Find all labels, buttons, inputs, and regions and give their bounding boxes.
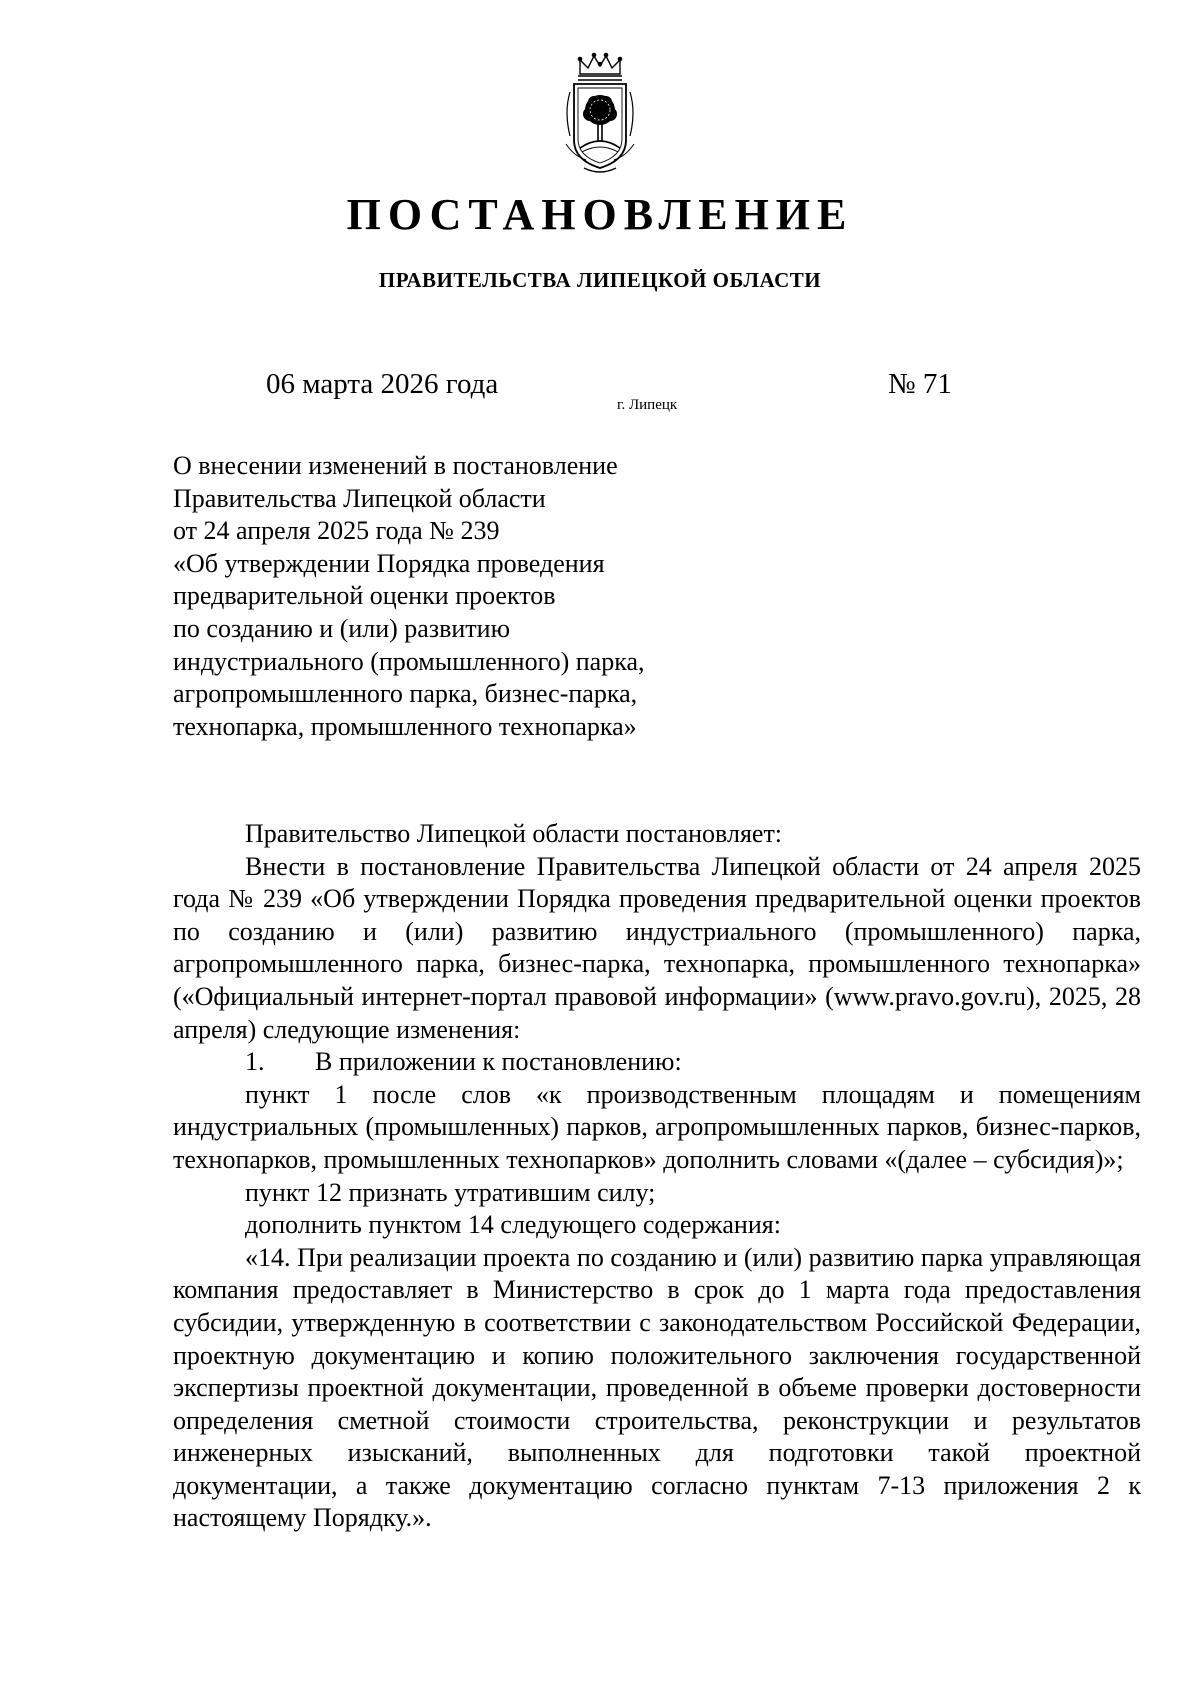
point-14-intro-paragraph: дополнить пунктом 14 следующего содержания: [245,1210,781,1240]
item-1-text: В приложении к постановлению: [315,1047,682,1077]
point-12-paragraph: пункт 12 признать утратившим силу; [245,1177,656,1207]
document-date: 06 марта 2026 года [266,368,499,400]
document-number: № 71 [888,368,952,400]
subject-line: «Об утверждении Порядка проведения [173,548,605,578]
item-1-paragraph [173,1046,1141,1079]
issuer-name: ПРАВИТЕЛЬСТВА ЛИПЕЦКОЙ ОБЛАСТИ [378,268,822,292]
point-1-paragraph: пункт 1 после слов «к производственным площадям и помещениям индустриальных (промышленных) парков, агропромышленных парков, бизнес-парков, технопарков, промышленных технопарков» дополнить словами «(далее – субсидия)»; [173,1079,1141,1174]
document-type-title: ПОСТАНОВЛЕНИЕ [346,190,854,239]
document-body [173,818,1141,1535]
subject-line: О внесении изменений в постановление [173,451,618,480]
subject-line: по созданию и (или) развитию [173,613,511,643]
subject-line: предварительной оценки проектов [173,581,556,611]
amend-paragraph: Внести в постановление Правительства Липецкой области от 24 апреля 2025 года № 239 «Об утверждении Порядка проведения предварительной оценки проектов по созданию и (или) развитию индустриального (промышленного) парка, агропромышленного парка, бизнес-парка, технопарка, промышленного технопарка» («Официальный интернет-портал правовой информации» (www.pravo.gov.ru), 2025, 28 апреля) следующие изменения: [173,851,1141,1044]
document-subject [173,450,733,743]
item-1-number: 1. [245,1047,265,1077]
point-14-paragraph: «14. При реализации проекта по созданию и (или) развитию парка управляющая компания предоставляет в Министерство в срок до 1 марта года предоставления субсидии, утвержденную в соответствии с законодательством Российской Федерации, проектную документацию и копию положительного заключения государственной экспертизы проектной документации, проведенной в объеме проверки достоверности определения сметной стоимости строительства, реконструкции и результатов инженерных изысканий, выполненных для подготовки такой проектной документации, а также документацию согласно пунктам 7-13 приложения 2 к настоящему Порядку.». [173,1242,1141,1533]
resolves-paragraph: Правительство Липецкой области постановляет: [245,819,783,848]
subject-line: Правительства Липецкой области [173,483,546,513]
coat-of-arms-icon [560,52,640,174]
subject-line: индустриального (промышленного) парка, [173,646,645,676]
subject-line: от 24 апреля 2025 года № 239 [173,516,500,546]
document-city: г. Липецк [617,397,678,413]
subject-line: технопарка, промышленного технопарка» [173,711,637,741]
subject-line: агропромышленного парка, бизнес-парка, [173,679,638,709]
